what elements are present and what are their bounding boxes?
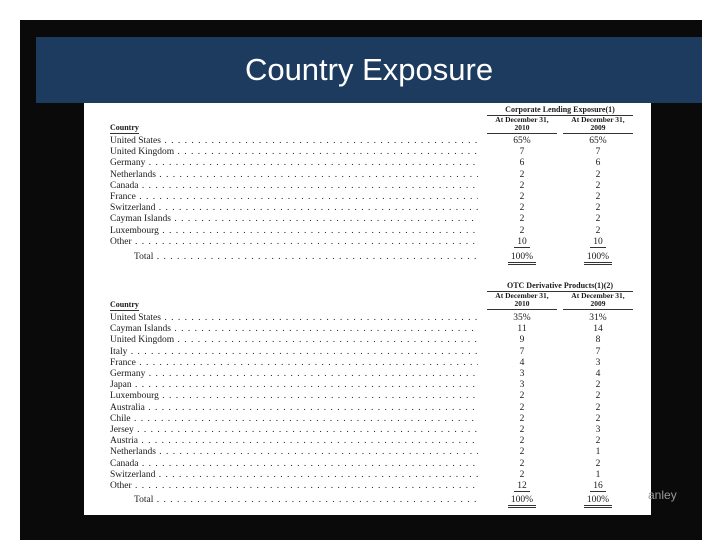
value-2009: 16 [563,481,633,492]
otc-derivatives-country-header: Country [110,300,139,309]
table-row [84,214,651,225]
value-2009: 2 [595,402,601,413]
total-2009: 100% [563,495,633,506]
total-2009: 100% [563,252,633,263]
value-2010: 10 [487,237,557,248]
value-2009: 4 [595,369,601,379]
value-2009: 3 [595,357,601,368]
country-label: Chile . . . [110,414,478,425]
value-2009: 3 [595,425,601,435]
table-row [84,237,651,248]
country-label: France . . . [110,192,478,203]
table-row [84,181,651,192]
total-2010: 100% [487,252,557,263]
value-2010: 2 [519,192,525,202]
value-2010: 2 [519,425,525,435]
value-2010: 6 [519,158,525,169]
value-2009: 10 [563,237,633,248]
value-2009: 7 [595,147,601,158]
value-2009: 2 [595,391,601,402]
country-label: Canada . . . [110,181,478,192]
value-2009: 6 [595,158,601,169]
value-2010: 7 [519,346,525,357]
value-2009: 7 [595,346,601,357]
value-2009: 2 [595,180,601,191]
table-row [84,158,651,169]
value-2009: 2 [595,203,601,214]
table-row [84,358,651,369]
value-2009: 2 [595,380,601,391]
value-2009: 2 [595,413,601,424]
table-row [84,203,651,214]
total-2010: 100% [487,495,557,506]
otc-derivatives-col-2010: At December 31, 2010 [487,292,557,310]
country-label: United Kingdom . . . [110,335,478,346]
total-row [84,252,651,263]
value-2010: 4 [519,357,525,368]
slide-title-banner [36,37,702,103]
value-2010: 2 [519,214,525,225]
total-label: Total . . . [134,495,478,506]
table-row [84,347,651,358]
country-label: Cayman Islands . . . [110,214,478,225]
value-2009: 2 [595,214,601,225]
country-label: United States . . . [110,313,478,324]
value-2010: 2 [519,203,525,214]
country-label: Canada . . . [110,459,478,470]
country-label: Australia . . . [110,403,478,414]
table-row [84,380,651,391]
value-2009: 1 [595,447,601,458]
value-2009: 14 [593,324,603,335]
otc-derivatives-group-header: OTC Derivative Products(1)(2) [487,281,633,292]
value-2010: 35% [513,313,531,323]
value-2009: 65% [589,136,607,146]
value-2010: 3 [519,380,525,391]
country-label: France . . . [110,358,478,369]
country-label: Japan . . . [110,380,478,391]
country-label: Cayman Islands . . . [110,324,478,335]
value-2009: 31% [589,313,607,323]
country-label: Luxembourg . . . [110,226,478,237]
value-2010: 2 [519,469,525,480]
table-row [84,170,651,181]
country-label: United Kingdom . . . [110,147,478,158]
corporate-lending-group-header: Corporate Lending Exposure(1) [487,105,633,116]
country-label: Germany . . . [110,369,478,380]
table-row [84,147,651,158]
table-row [84,481,651,492]
table-row [84,447,651,458]
value-2010: 2 [519,180,525,191]
corporate-lending-col-2009: At December 31, 2009 [563,116,633,134]
country-label: Switzerland . . . [110,203,478,214]
country-label: Switzerland . . . [110,470,478,481]
total-label: Total . . . [134,252,478,263]
table-row [84,313,651,324]
value-2010: 2 [519,447,525,458]
value-2009: 2 [595,458,601,469]
table-row [84,226,651,237]
country-label: Netherlands . . . [110,170,478,181]
table-row [84,436,651,447]
value-2010: 9 [519,335,525,346]
table-row [84,425,651,436]
value-2009: 2 [595,225,601,236]
document-page [84,103,651,515]
value-2010: 2 [519,436,525,447]
country-label: Austria . . . [110,436,478,447]
slide-title: Country Exposure [244,52,494,87]
value-2010: 2 [519,169,525,180]
country-label: Germany . . . [110,158,478,169]
corporate-lending-col-2010: At December 31, 2010 [487,116,557,134]
corporate-lending-country-header: Country [110,123,139,132]
table-row [84,403,651,414]
country-label: Other . . . [110,481,478,492]
total-row [84,495,651,506]
table-row [84,470,651,481]
value-2010: 2 [519,458,525,469]
value-2009: 2 [595,436,601,447]
value-2010: 12 [487,481,557,492]
table-row [84,369,651,380]
value-2009: 8 [595,335,601,346]
country-label: Jersey . . . [110,425,478,436]
table-row [84,414,651,425]
watermark-text: anley [648,488,677,502]
value-2010: 2 [519,402,525,413]
value-2009: 1 [595,469,601,480]
table-row [84,324,651,335]
value-2009: 2 [595,192,601,202]
table-row [84,391,651,402]
value-2010: 2 [519,413,525,424]
table-row [84,335,651,346]
table-row [84,459,651,470]
value-2010: 7 [519,147,525,158]
table-row [84,192,651,203]
country-label: Luxembourg . . . [110,391,478,402]
table-row [84,136,651,147]
country-label: Italy . . . [110,347,478,358]
value-2010: 3 [519,369,525,379]
otc-derivatives-col-2009: At December 31, 2009 [563,292,633,310]
value-2010: 11 [517,324,527,335]
value-2010: 65% [513,136,531,146]
value-2010: 2 [519,391,525,402]
value-2009: 2 [595,169,601,180]
value-2010: 2 [519,225,525,236]
country-label: Netherlands . . . [110,447,478,458]
country-label: United States . . . [110,136,478,147]
country-label: Other . . . [110,237,478,248]
